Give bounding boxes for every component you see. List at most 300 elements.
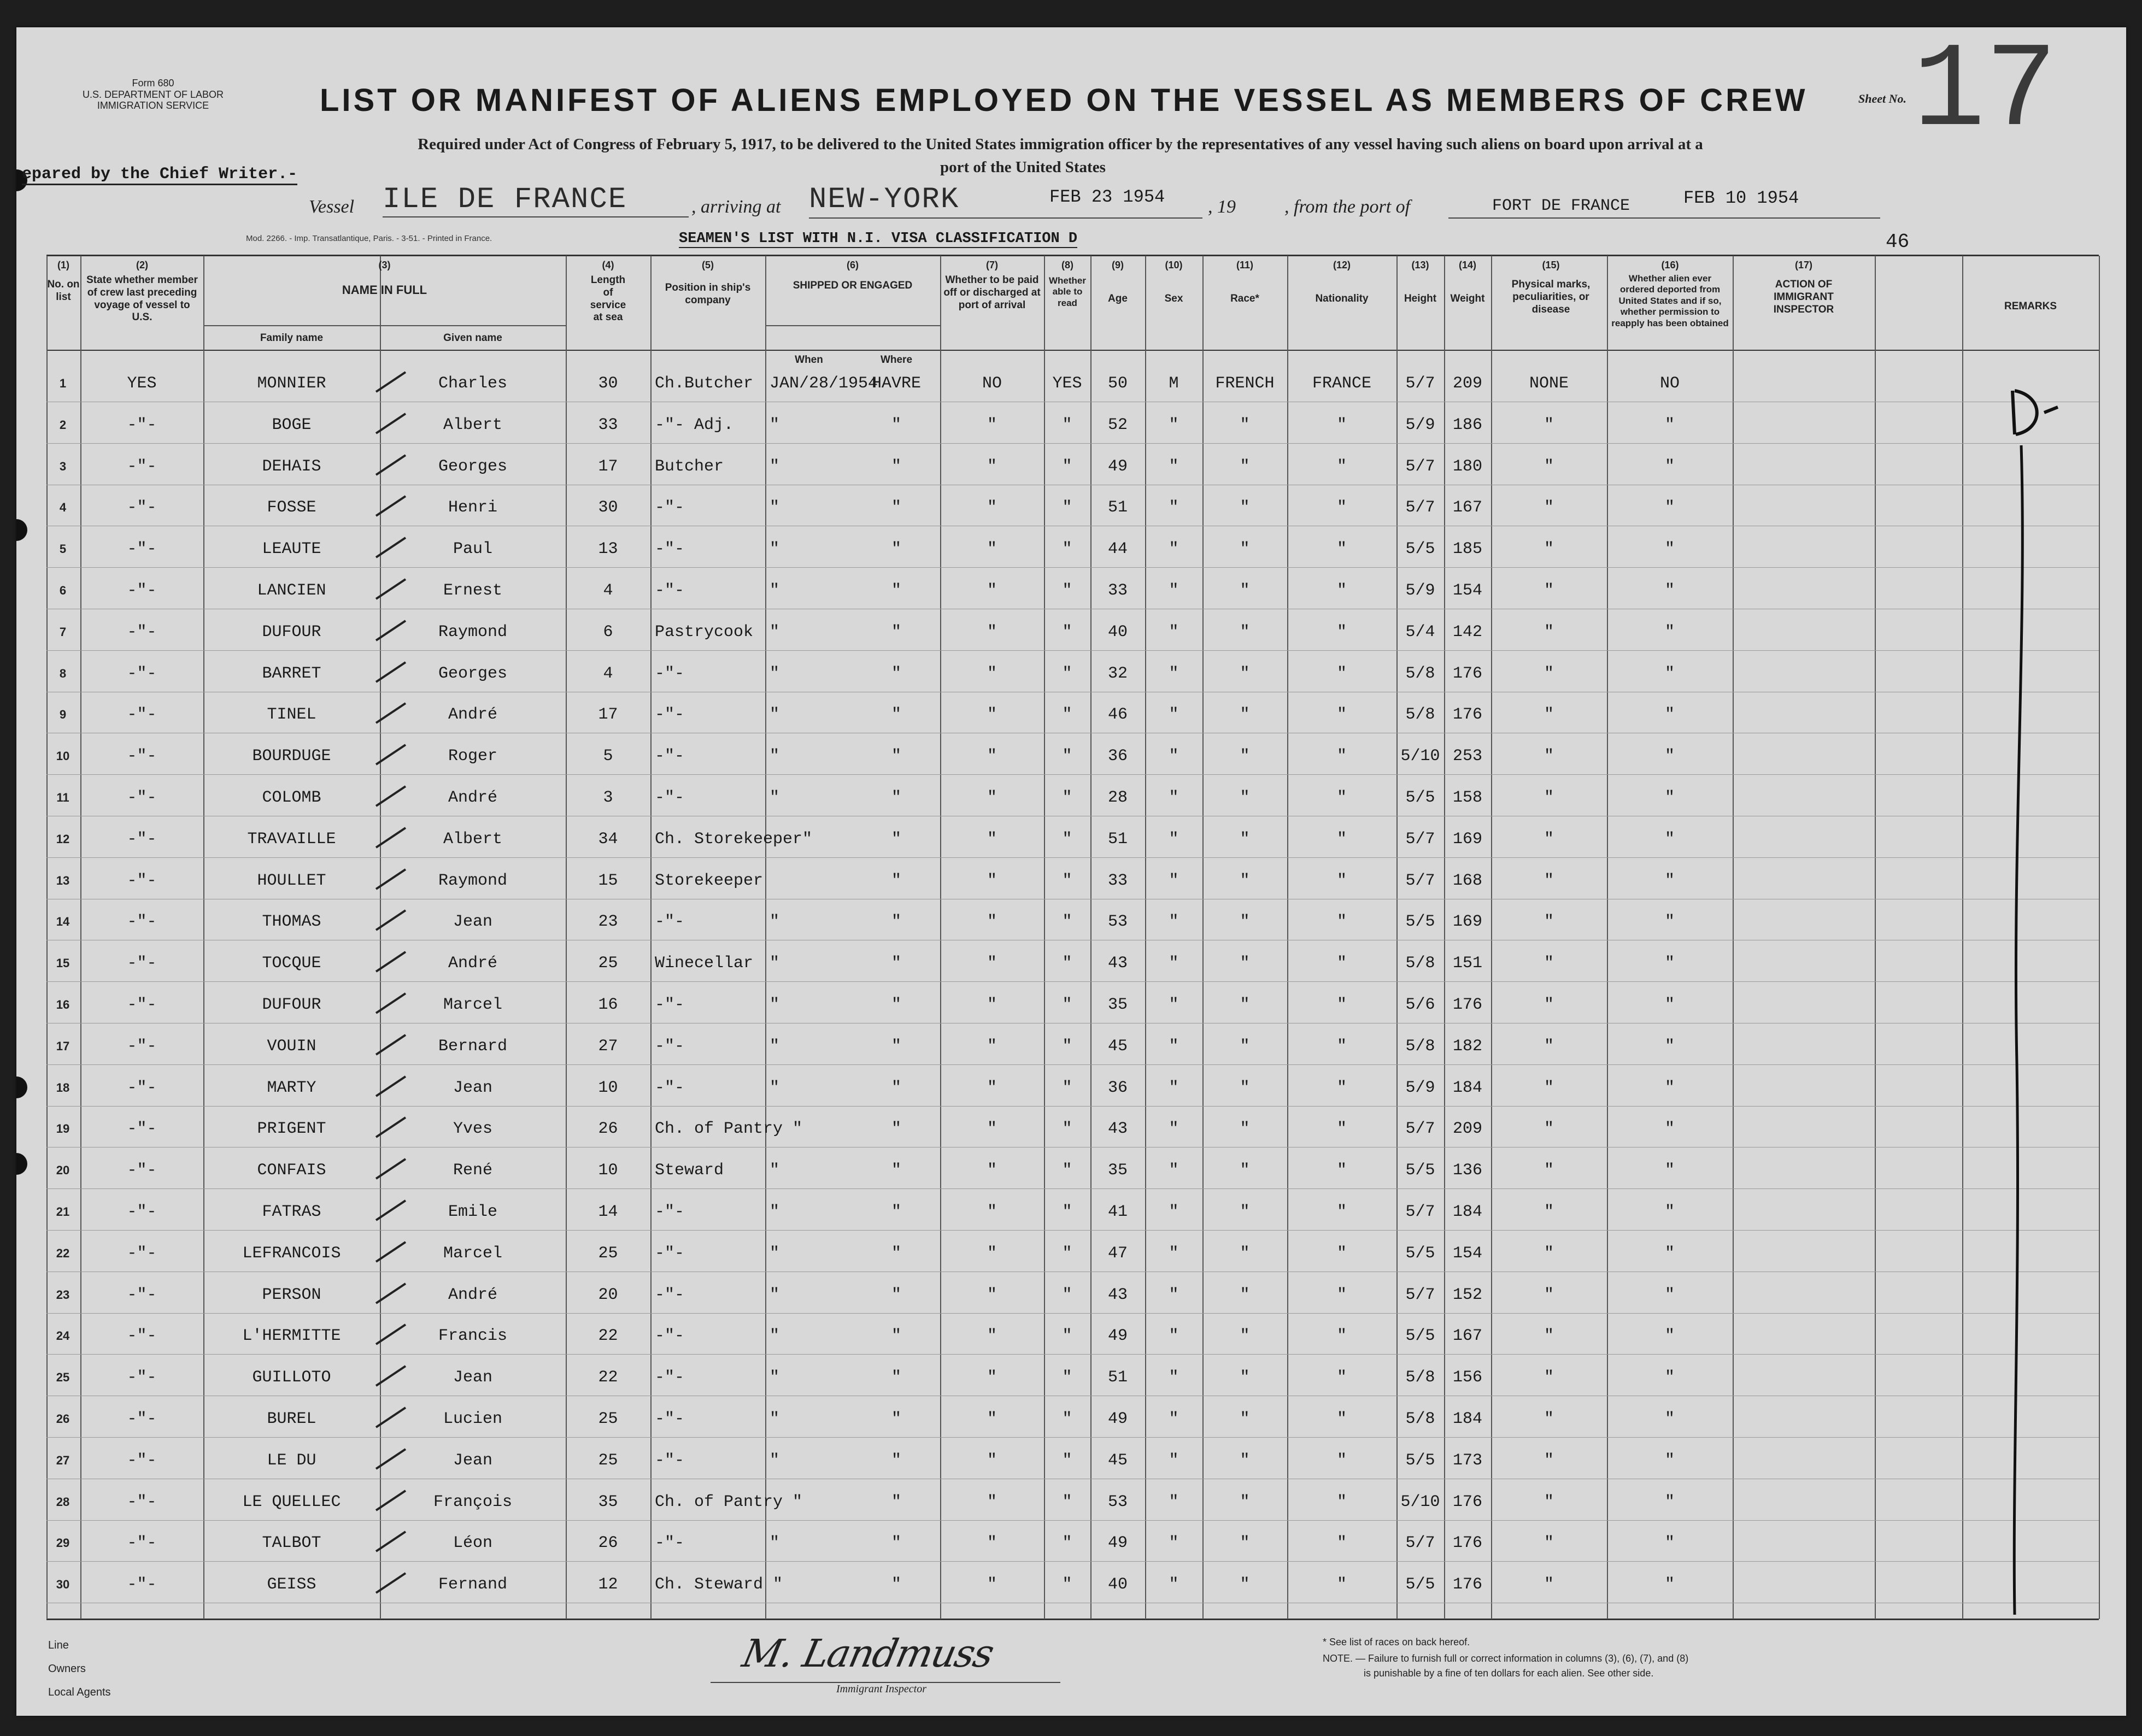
row-rule (46, 981, 2099, 982)
cell-given: Albert (443, 830, 503, 849)
cell-height: 5/10 (1400, 1493, 1440, 1511)
cell-sex: M (1169, 374, 1179, 393)
cell-where: " (891, 705, 901, 724)
arriving-port: NEW-YORK (809, 183, 960, 216)
cell-when: " (770, 623, 780, 642)
cell-age: 36 (1107, 1079, 1128, 1097)
row-rule (46, 1106, 2099, 1107)
cell-position: -"- (655, 996, 685, 1014)
check-mark-icon (372, 1279, 410, 1307)
cell-height: 5/9 (1405, 1079, 1435, 1097)
cell-service: 34 (598, 830, 618, 849)
cell-prev: -"- (127, 1161, 157, 1180)
cell-nat: " (1336, 1120, 1347, 1138)
cell-when: " (770, 581, 780, 600)
header-col-1: (1) No. on list (47, 260, 80, 303)
required-text-2: port of the United States (940, 158, 1106, 176)
cell-where: " (891, 913, 901, 931)
row-number: 15 (56, 956, 70, 970)
row-rule (46, 1064, 2099, 1065)
cell-weight: 176 (1452, 705, 1482, 724)
cell-race: " (1240, 1493, 1250, 1511)
cell-where: " (891, 540, 901, 558)
remarks-mark-text (2011, 404, 2012, 405)
cell-family: THOMAS (262, 913, 321, 931)
cell-where: " (891, 996, 901, 1014)
remarks-line (2014, 445, 2022, 1615)
cell-marks: " (1544, 1327, 1554, 1345)
cell-nat: " (1336, 1203, 1347, 1221)
cell-weight: 169 (1452, 830, 1482, 849)
cell-age: 51 (1107, 1368, 1128, 1387)
cell-weight: 180 (1452, 457, 1482, 476)
row-rule (46, 1561, 2099, 1562)
cell-when: " (770, 1286, 780, 1304)
cell-sex: " (1169, 705, 1179, 724)
cell-height: 5/5 (1405, 1244, 1435, 1263)
cell-weight: 176 (1452, 1493, 1482, 1511)
cell-sex: " (1169, 1493, 1179, 1511)
cell-paid: " (987, 1534, 997, 1552)
cell-family: BOGE (272, 416, 312, 434)
cell-where: " (891, 457, 901, 476)
cell-age: 28 (1107, 788, 1128, 807)
cell-paid: " (987, 1203, 997, 1221)
cell-weight: 173 (1452, 1451, 1482, 1470)
cell-sex: " (1169, 1079, 1179, 1097)
row-number: 22 (56, 1246, 70, 1260)
cell-paid: " (987, 830, 997, 849)
cell-family: DEHAIS (262, 457, 321, 476)
cell-race: " (1240, 1327, 1250, 1345)
cell-sex: " (1169, 1161, 1179, 1180)
cell-weight: 154 (1452, 1244, 1482, 1263)
cell-deported: " (1664, 872, 1675, 890)
row-number: 30 (56, 1578, 70, 1591)
cell-age: 36 (1107, 747, 1128, 766)
cell-paid: " (987, 1575, 997, 1594)
cell-marks: " (1544, 705, 1554, 724)
service: IMMIGRATION SERVICE (97, 100, 209, 111)
cell-family: BUREL (267, 1410, 316, 1428)
cell-marks: " (1544, 788, 1554, 807)
cell-read: " (1062, 872, 1072, 890)
cell-nat: " (1336, 498, 1347, 517)
cell-marks: " (1544, 872, 1554, 890)
check-mark-icon (372, 740, 410, 768)
cell-paid: " (987, 1244, 997, 1263)
check-mark-icon (372, 616, 410, 644)
cell-race: " (1240, 913, 1250, 931)
row-number: 24 (56, 1329, 70, 1343)
cell-position: -"- (655, 1286, 685, 1304)
cell-position: -"- (655, 1368, 685, 1387)
cell-family: TOCQUE (262, 954, 321, 973)
cell-deported: " (1664, 954, 1675, 973)
cell-sex: " (1169, 1451, 1179, 1470)
cell-given: Fernand (438, 1575, 508, 1594)
cell-family: GUILLOTO (252, 1368, 331, 1387)
cell-race: " (1240, 540, 1250, 558)
cell-nat: " (1336, 1327, 1347, 1345)
year-label: , 19 (1208, 197, 1236, 217)
cell-sex: " (1169, 788, 1179, 807)
cell-given: Charles (438, 374, 508, 393)
cell-age: 45 (1107, 1451, 1128, 1470)
cell-paid: NO (982, 374, 1002, 393)
cell-service: 35 (598, 1493, 618, 1511)
cell-read: " (1062, 416, 1072, 434)
cell-prev: -"- (127, 705, 157, 724)
cell-weight: 184 (1452, 1079, 1482, 1097)
cell-sex: " (1169, 416, 1179, 434)
cell-marks: " (1544, 913, 1554, 931)
header-remarks: REMARKS (2004, 301, 2057, 312)
cell-race: " (1240, 1410, 1250, 1428)
cell-where: " (891, 1037, 901, 1056)
remarks-handwriting (1962, 352, 2099, 1620)
cell-paid: " (987, 1286, 997, 1304)
cell-paid: " (987, 664, 997, 683)
cell-given: Jean (453, 1079, 492, 1097)
check-mark-icon (372, 1445, 410, 1472)
cell-nat: " (1336, 705, 1347, 724)
row-number: 25 (56, 1370, 70, 1384)
cell-given: Roger (448, 747, 497, 766)
cell-height: 5/4 (1405, 623, 1435, 642)
cell-prev: -"- (127, 1493, 157, 1511)
list-count: 46 (1886, 231, 1910, 253)
cell-race: " (1240, 581, 1250, 600)
header-col-4: (4) Length of service at sea (590, 260, 626, 323)
cell-prev: -"- (127, 623, 157, 642)
binder-hole (16, 1153, 27, 1175)
cell-when: " (770, 416, 780, 434)
cell-age: 51 (1107, 498, 1128, 517)
cell-service: 17 (598, 457, 618, 476)
cell-given: André (448, 788, 497, 807)
cell-race: " (1240, 1534, 1250, 1552)
cell-paid: " (987, 1451, 997, 1470)
races-note: * See list of races on back hereof. (1323, 1637, 1470, 1647)
row-rule (46, 567, 2099, 568)
cell-marks: " (1544, 1410, 1554, 1428)
cell-where: " (891, 664, 901, 683)
row-number: 6 (59, 584, 67, 597)
header-col-10: (10) Sex (1164, 260, 1183, 304)
cell-family: MARTY (267, 1079, 316, 1097)
cell-when: " (770, 1368, 780, 1387)
check-mark-icon (372, 906, 410, 933)
cell-weight: 136 (1452, 1161, 1482, 1180)
row-number: 11 (56, 791, 69, 804)
cell-height: 5/7 (1405, 457, 1435, 476)
cell-when: " (770, 996, 780, 1014)
cell-sex: " (1169, 581, 1179, 600)
cell-height: 5/5 (1405, 1161, 1435, 1180)
cell-marks: NONE (1529, 374, 1569, 393)
cell-where: " (891, 416, 901, 434)
row-rule (46, 857, 2099, 858)
cell-read: " (1062, 498, 1072, 517)
check-mark-icon (372, 823, 410, 851)
cell-nat: " (1336, 1493, 1347, 1511)
cell-sex: " (1169, 913, 1179, 931)
cell-when: " (770, 747, 780, 766)
check-mark-icon (372, 1362, 410, 1389)
cell-given: François (433, 1493, 513, 1511)
cell-when: " (770, 788, 780, 807)
cell-nat: " (1336, 913, 1347, 931)
cell-prev: -"- (127, 581, 157, 600)
cell-when: " (770, 1244, 780, 1263)
row-number: 4 (59, 501, 67, 514)
cell-sex: " (1169, 872, 1179, 890)
row-rule (46, 1354, 2099, 1355)
cell-marks: " (1544, 1037, 1554, 1056)
cell-sex: " (1169, 1203, 1179, 1221)
cell-given: Henri (448, 498, 497, 517)
cell-sex: " (1169, 1286, 1179, 1304)
cell-family: VOUIN (267, 1037, 316, 1056)
row-number: 12 (56, 832, 70, 846)
cell-when: " (770, 457, 780, 476)
cell-family: LEFRANCOIS (242, 1244, 341, 1263)
cell-prev: -"- (127, 540, 157, 558)
header-where: Where (880, 354, 913, 366)
cell-prev: -"- (127, 416, 157, 434)
cell-race: " (1240, 498, 1250, 517)
manifest-page (16, 27, 2126, 1716)
row-rule (46, 774, 2099, 775)
cell-marks: " (1544, 1493, 1554, 1511)
cell-marks: " (1544, 1575, 1554, 1594)
cell-when: " (770, 1037, 780, 1056)
cell-paid: " (987, 1410, 997, 1428)
cell-position: -"- (655, 1534, 685, 1552)
cell-deported: " (1664, 1244, 1675, 1263)
cell-weight: 176 (1452, 1534, 1482, 1552)
check-mark-icon (372, 1113, 410, 1140)
row-number: 28 (56, 1495, 70, 1509)
cell-read: " (1062, 1534, 1072, 1552)
cell-height: 5/6 (1405, 996, 1435, 1014)
cell-position: Storekeeper (655, 872, 764, 890)
check-mark-icon (372, 1486, 410, 1514)
cell-paid: " (987, 498, 997, 517)
cell-sex: " (1169, 830, 1179, 849)
cell-read: " (1062, 913, 1072, 931)
cell-nat: " (1336, 1286, 1347, 1304)
form-id-block (77, 78, 230, 111)
cell-prev: -"- (127, 996, 157, 1014)
row-number: 20 (56, 1163, 70, 1177)
header-col-3: (3) NAME IN FULL (342, 260, 427, 297)
cell-race: " (1240, 1161, 1250, 1180)
departure-date: FEB 10 1954 (1683, 188, 1799, 208)
cell-deported: " (1664, 540, 1675, 558)
cell-given: Emile (448, 1203, 497, 1221)
cell-deported: " (1664, 1286, 1675, 1304)
cell-weight: 176 (1452, 1575, 1482, 1594)
cell-height: 5/8 (1405, 664, 1435, 683)
cell-prev: -"- (127, 1368, 157, 1387)
row-rule (46, 1520, 2099, 1521)
cell-height: 5/7 (1405, 1286, 1435, 1304)
check-mark-icon (372, 865, 410, 892)
cell-paid: " (987, 788, 997, 807)
row-number: 16 (56, 998, 70, 1011)
cell-deported: " (1664, 1161, 1675, 1180)
cell-age: 49 (1107, 457, 1128, 476)
cell-paid: " (987, 1493, 997, 1511)
cell-marks: " (1544, 996, 1554, 1014)
cell-deported: " (1664, 1079, 1675, 1097)
cell-service: 3 (603, 788, 613, 807)
cell-read: " (1062, 747, 1072, 766)
cell-height: 5/5 (1405, 1327, 1435, 1345)
cell-prev: YES (127, 374, 157, 393)
cell-deported: " (1664, 1037, 1675, 1056)
cell-family: LE DU (267, 1451, 316, 1470)
cell-service: 25 (598, 1410, 618, 1428)
cell-service: 13 (598, 540, 618, 558)
cell-when: " (770, 705, 780, 724)
cell-read: " (1062, 1244, 1072, 1263)
arriving-label: , arriving at (691, 197, 781, 217)
header-bottom-border (46, 350, 2099, 351)
cell-service: 15 (598, 872, 618, 890)
cell-given: Lucien (443, 1410, 503, 1428)
row-number: 21 (56, 1205, 70, 1219)
cell-marks: " (1544, 1079, 1554, 1097)
cell-position: -"- (655, 1327, 685, 1345)
row-number: 19 (56, 1122, 70, 1135)
cell-paid: " (987, 1161, 997, 1180)
cell-race: " (1240, 996, 1250, 1014)
cell-height: 5/8 (1405, 1368, 1435, 1387)
cell-read: " (1062, 1493, 1072, 1511)
header-when: When (795, 354, 823, 366)
cell-when: " (770, 1203, 780, 1221)
cell-age: 47 (1107, 1244, 1128, 1263)
cell-service: 30 (598, 498, 618, 517)
cell-age: 49 (1107, 1534, 1128, 1552)
cell-weight: 154 (1452, 581, 1482, 600)
cell-weight: 182 (1452, 1037, 1482, 1056)
cell-paid: " (987, 540, 997, 558)
cell-age: 51 (1107, 830, 1128, 849)
cell-given: André (448, 705, 497, 724)
row-number: 23 (56, 1288, 70, 1302)
list-title: SEAMEN'S LIST WITH N.I. VISA CLASSIFICATION D (679, 231, 1078, 247)
cell-race: " (1240, 1203, 1250, 1221)
check-mark-icon (372, 1320, 410, 1347)
cell-family: LEAUTE (262, 540, 321, 558)
cell-age: 43 (1107, 1120, 1128, 1138)
footer-line-label: Line (48, 1639, 69, 1651)
cell-height: 5/5 (1405, 913, 1435, 931)
header-col-7: (7) Whether to be paid off or discharged at port of arrival (943, 260, 1041, 311)
cell-marks: " (1544, 457, 1554, 476)
cell-race: " (1240, 1286, 1250, 1304)
note-line-1: NOTE. — Failure to furnish full or correct information in columns (3), (6), (7), and (8) (1323, 1653, 1689, 1664)
cell-position: -"- (655, 1203, 685, 1221)
cell-sex: " (1169, 1037, 1179, 1056)
cell-age: 32 (1107, 664, 1128, 683)
cell-given: Raymond (438, 623, 508, 642)
cell-given: Marcel (443, 996, 503, 1014)
inspector-signature: M. Landmuss (738, 1631, 997, 1676)
cell-service: 22 (598, 1368, 618, 1387)
cell-weight: 151 (1452, 954, 1482, 973)
inspector-label: Immigrant Inspector (836, 1683, 926, 1695)
cell-race: " (1240, 830, 1250, 849)
cell-race: " (1240, 416, 1250, 434)
cell-nat: " (1336, 996, 1347, 1014)
cell-read: " (1062, 830, 1072, 849)
cell-race: " (1240, 457, 1250, 476)
arrival-date: FEB 23 1954 (1049, 187, 1165, 207)
cell-position: -"- (655, 1451, 685, 1470)
cell-where: " (891, 788, 901, 807)
cell-race: " (1240, 1244, 1250, 1263)
cell-where: " (891, 1161, 901, 1180)
cell-age: 53 (1107, 913, 1128, 931)
check-mark-icon (372, 1155, 410, 1182)
cell-position: Ch. Steward " (655, 1575, 783, 1594)
cell-paid: " (987, 872, 997, 890)
cell-nat: " (1336, 540, 1347, 558)
cell-nat: " (1336, 872, 1347, 890)
printer-line: Mod. 2266. - Imp. Transatlantique, Paris. - 3-51. - Printed in France. (246, 234, 492, 243)
row-number: 10 (56, 749, 70, 763)
cell-read: " (1062, 1286, 1072, 1304)
cell-paid: " (987, 747, 997, 766)
cell-race: " (1240, 1079, 1250, 1097)
row-number: 13 (56, 874, 70, 887)
cell-prev: -"- (127, 1037, 157, 1056)
cell-marks: " (1544, 1368, 1554, 1387)
check-mark-icon (372, 1403, 410, 1431)
check-mark-icon (372, 1569, 410, 1596)
cell-weight: 167 (1452, 1327, 1482, 1345)
cell-weight: 185 (1452, 540, 1482, 558)
row-number: 27 (56, 1453, 70, 1467)
cell-read: " (1062, 623, 1072, 642)
cell-service: 16 (598, 996, 618, 1014)
cell-age: 44 (1107, 540, 1128, 558)
shipped-subheader-rule (765, 325, 940, 326)
sheet-number: 17 (1913, 27, 2058, 161)
cell-family: PERSON (262, 1286, 321, 1304)
cell-prev: -"- (127, 913, 157, 931)
cell-marks: " (1544, 498, 1554, 517)
cell-paid: " (987, 581, 997, 600)
cell-marks: " (1544, 1161, 1554, 1180)
cell-read: " (1062, 664, 1072, 683)
check-mark-icon (372, 1031, 410, 1058)
cell-service: 30 (598, 374, 618, 393)
required-text: Required under Act of Congress of February 5, 1917, to be delivered to the United States immigration officer by the representatives of any vessel having such aliens on board upon arrival at a (418, 136, 1703, 153)
cell-position: -"- (655, 1410, 685, 1428)
check-mark-icon (372, 492, 410, 519)
vessel-name: ILE DE FRANCE (383, 183, 689, 217)
footer-agents-label: Local Agents (48, 1686, 111, 1698)
cell-nat: " (1336, 1161, 1347, 1180)
cell-age: 45 (1107, 1037, 1128, 1056)
cell-service: 17 (598, 705, 618, 724)
